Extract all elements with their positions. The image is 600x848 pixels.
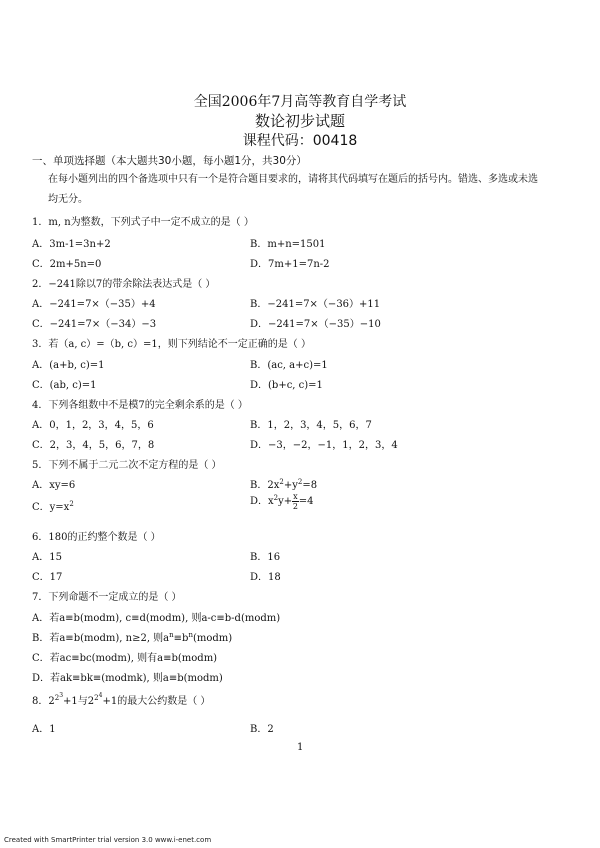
option: C．17: [32, 572, 63, 583]
fraction-numerator: x: [293, 492, 298, 501]
option: A．−241=7×（−35）+4: [32, 299, 156, 310]
exponent: 24: [94, 692, 103, 702]
option: A．若a≡b(modm), c≡d(modm), 则a-c≡b-d(modm): [32, 613, 281, 624]
option: [250, 492, 313, 511]
question-stem: 6．180的正约整个数是（ ）: [32, 532, 161, 543]
option: C．−241=7×（−34）−3: [32, 319, 157, 330]
option: C．2，3，4，5，6，7，8: [32, 440, 155, 451]
exponent: n: [169, 631, 174, 639]
question-stem: 4．下列各组数中不是模7的完全剩余系的是（ ）: [32, 400, 248, 411]
option: D．−241=7×（−35）−10: [250, 319, 381, 330]
option: [32, 629, 232, 644]
fraction-denominator: 2: [292, 502, 298, 511]
section-instruction: 在每小题列出的四个备选项中只有一个是符合题目要求的，请将其代码填写在题后的括号内。错选、多选或未选: [48, 174, 538, 185]
exponent-nested: 3: [59, 692, 64, 699]
exponent: 2: [273, 494, 279, 502]
page-number: 1: [297, 742, 304, 753]
option: A．1: [32, 724, 56, 735]
option-text: (modm): [192, 633, 233, 644]
option: B．16: [250, 552, 281, 563]
question-stem: 2．−241除以7的带余除法表达式是（ ）: [32, 279, 216, 290]
option: B．(ac, a+c)=1: [250, 360, 328, 371]
option: C．若ac≡bc(modm), 则有a≡b(modm): [32, 653, 218, 664]
section-instruction-cont: 均无分。: [48, 194, 88, 205]
option: B．2: [250, 724, 274, 735]
option: [32, 498, 74, 513]
exponent-nested: 4: [98, 692, 103, 699]
question-stem: 7．下列命题不一定成立的是（ ）: [32, 592, 182, 603]
footer-watermark: Created with SmartPrinter trial version 3.0 www.i-enet.com: [4, 836, 212, 844]
option: D．−3，−2，−1，1，2，3，4: [250, 440, 398, 451]
option: A．3m-1=3n+2: [32, 239, 111, 250]
option: B．−241=7×（−36）+11: [250, 299, 381, 310]
option: A．0，1，2，3，4，5，6: [32, 420, 154, 431]
option-text: ≡b: [173, 633, 189, 644]
option-label: B．若a≡b(modm), n≥2, 则a: [32, 633, 170, 644]
exponent: 2: [279, 478, 284, 486]
question-number: 8．: [32, 696, 49, 707]
question-text: +1: [102, 696, 118, 707]
question-stem: [32, 692, 210, 707]
option-label: D．x: [250, 496, 274, 507]
power-base: 2: [48, 696, 55, 707]
subject-title: 数论初步试题: [254, 112, 345, 130]
exponent: 2: [297, 478, 303, 486]
option: B．m+n=1501: [250, 239, 326, 250]
exponent: 2: [69, 500, 74, 508]
option-text: =4: [298, 496, 314, 507]
option: D．7m+1=7n-2: [250, 259, 330, 270]
option-text: +y: [283, 480, 298, 491]
question-text: 的最大公约数是（ ）: [117, 696, 211, 707]
course-code: 课程代码：00418: [242, 133, 358, 149]
section-title: 一、单项选择题（本大题共30小题，每小题1分，共30分）: [32, 155, 307, 167]
question-stem: 1．m, n为整数，下列式子中一定不成立的是（ ）: [32, 217, 254, 228]
power-base: 2: [87, 696, 95, 707]
question-text: +1与: [63, 696, 88, 707]
option: D．18: [250, 572, 281, 583]
option: B．1，2，3，4，5，6，7: [250, 420, 372, 431]
option-text: =8: [302, 480, 318, 491]
option-label: C．y=x: [32, 502, 70, 513]
option-text: y+: [278, 496, 293, 507]
option: D．若ak≡bk≡(modmk), 则a≡b(modm): [32, 673, 223, 684]
exponent: n: [188, 631, 193, 639]
question-stem: 3．若（a, c）=（b, c）=1，则下列结论不一定正确的是（ ）: [32, 339, 311, 350]
option: D．(b+c, c)=1: [250, 380, 323, 391]
option: C．2m+5n=0: [32, 259, 102, 270]
exponent: 23: [54, 692, 64, 702]
option: [250, 476, 317, 491]
option: C．(ab, c)=1: [32, 380, 97, 391]
option: A．xy=6: [32, 480, 76, 491]
question-stem: 5．下列不属于二元二次不定方程的是（ ）: [32, 460, 222, 471]
exam-title: 全国2006年7月高等教育自学考试: [193, 94, 407, 110]
option-label: B．2x: [250, 480, 280, 491]
option: A．(a+b, c)=1: [32, 360, 105, 371]
option: A．15: [32, 552, 62, 563]
